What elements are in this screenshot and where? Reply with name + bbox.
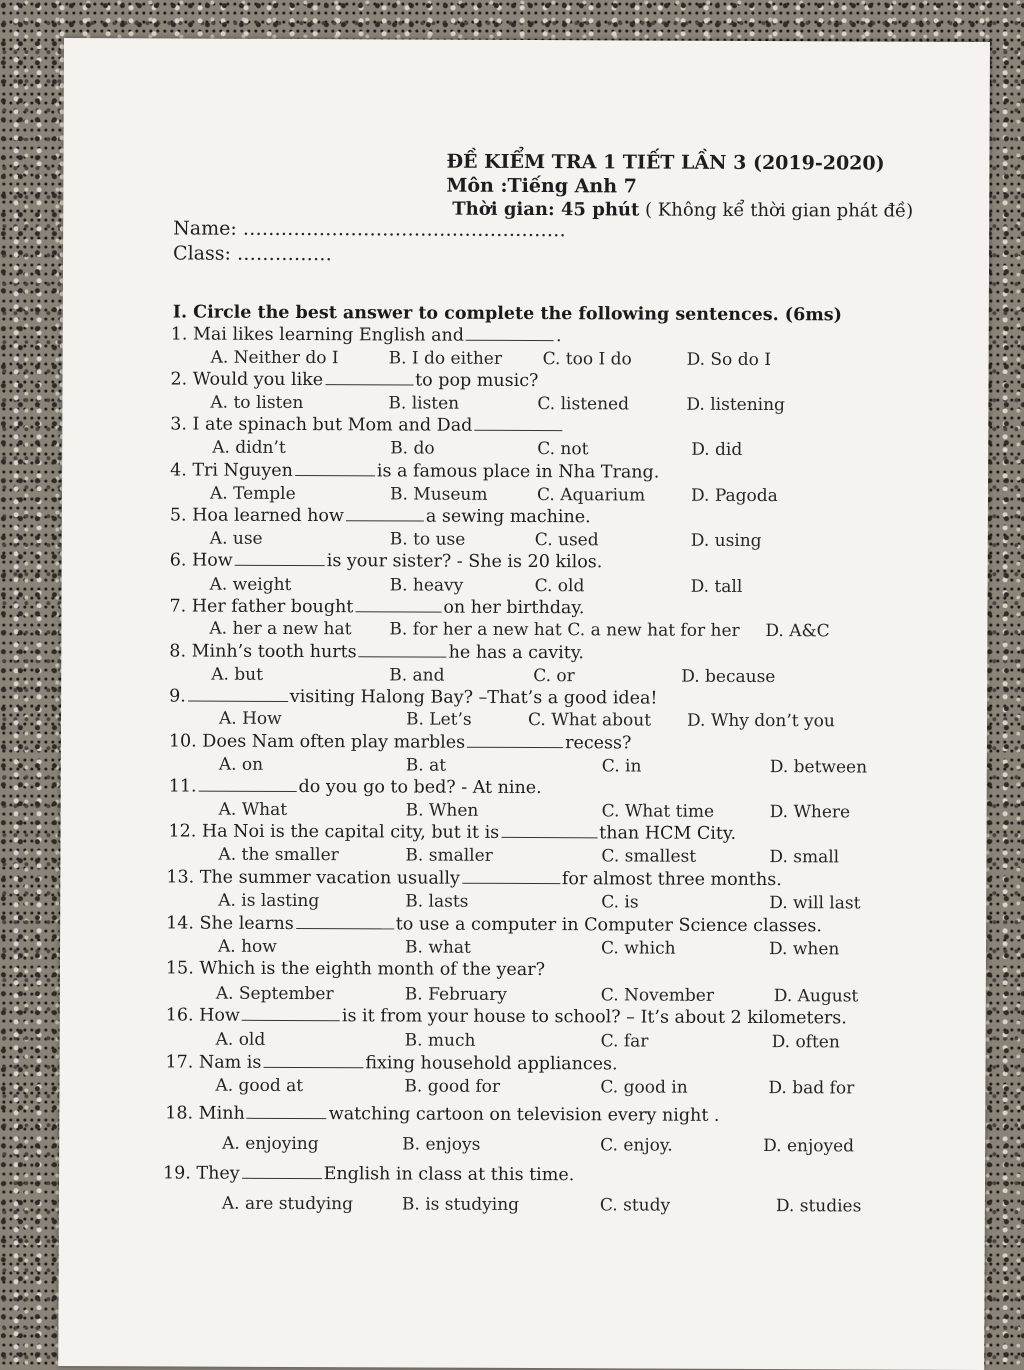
question-text-after: is your sister? - She is 20 kilos.: [326, 551, 603, 573]
question-text-after: watching cartoon on television every night .: [328, 1104, 720, 1126]
option-d: D. A&C: [765, 621, 830, 642]
option-d: D. tall: [690, 576, 743, 597]
option-d: D. listening: [686, 394, 785, 416]
option-b: B. much: [404, 1030, 476, 1051]
question-3: [170, 414, 564, 436]
option-b: B. to use: [389, 529, 466, 550]
option-d: D. often: [771, 1032, 840, 1053]
question-text-after: on her birthday.: [443, 597, 585, 619]
option-c: C. a new hat for her: [567, 620, 740, 641]
question-4: [170, 460, 659, 482]
question-text: 11.: [168, 776, 197, 797]
question-13: [166, 867, 782, 890]
question-text: 10. Does Nam often play marbles: [168, 731, 466, 753]
question-text: 12. Ha Noi is the capital city, but it is: [168, 821, 500, 843]
answer-blank: [235, 551, 325, 566]
option-d: D. because: [681, 666, 776, 688]
question-text: 17. Nam is: [165, 1052, 262, 1073]
answer-blank: [242, 1006, 340, 1021]
option-a: A. How: [218, 708, 282, 729]
answer-blank: [359, 642, 447, 657]
question-text: 19. They: [163, 1163, 240, 1184]
option-a: A. how: [217, 936, 277, 957]
option-d: D. small: [769, 847, 840, 868]
question-text-after: for almost three months.: [561, 869, 782, 891]
question-text-after: recess?: [565, 733, 632, 754]
option-a: A. use: [209, 528, 263, 549]
option-c: C. study: [599, 1195, 671, 1216]
option-d: D. between: [769, 757, 868, 778]
option-c: C. or: [533, 666, 575, 687]
exam-time-label: Thời gian: 45 phút: [452, 198, 640, 221]
option-a: A. on: [218, 754, 264, 775]
option-c: C. smallest: [601, 846, 697, 867]
option-c: C. far: [600, 1031, 649, 1052]
option-d: D. Pagoda: [690, 485, 778, 507]
option-c: C. not: [537, 439, 589, 460]
option-a: A. the smaller: [218, 844, 339, 866]
question-text: 18. Minh: [165, 1103, 245, 1124]
option-b: B. is studying: [401, 1194, 520, 1215]
option-a: A. good at: [215, 1075, 304, 1097]
option-c: C. too I do: [542, 349, 632, 370]
question-text-after: do you go to bed? - At nine.: [298, 777, 542, 799]
question-text: 3. I ate spinach but Mom and Dad: [170, 414, 473, 436]
answer-blank: [242, 1164, 322, 1179]
option-a: A. are studying: [221, 1193, 354, 1215]
answer-blank: [199, 777, 297, 792]
option-c: C. enjoy.: [600, 1135, 673, 1156]
option-b: B. and: [389, 665, 445, 686]
answer-blank: [296, 914, 394, 929]
option-a: A. enjoying: [222, 1133, 319, 1155]
option-a: A. September: [215, 983, 334, 1005]
answer-blank: [263, 1053, 363, 1068]
option-b: B. smaller: [405, 845, 493, 866]
section-title: I. Circle the best answer to complete the following sentences. (6ms): [172, 302, 842, 326]
option-d: D. Where: [769, 802, 851, 823]
answer-blank: [474, 416, 562, 431]
option-d: D. bad for: [768, 1078, 855, 1099]
question-6: [170, 550, 603, 572]
exam-time-note: ( Không kể thời gian phát đề): [645, 199, 914, 222]
option-a: A. Neither do I: [210, 347, 339, 369]
question-text-after: visiting Halong Bay? –That’s a good idea!: [289, 686, 658, 709]
option-b: B. February: [404, 984, 507, 1005]
question-text-after: than HCM City.: [599, 823, 737, 844]
question-10: [169, 731, 632, 753]
option-a: A. didn’t: [212, 437, 286, 458]
question-15: [166, 958, 545, 980]
question-12: [168, 821, 736, 843]
question-text: 6. How: [169, 550, 233, 571]
answer-blank: [247, 1104, 327, 1119]
answer-blank: [466, 326, 554, 341]
option-b: B. Museum: [389, 484, 488, 505]
question-8: [169, 641, 584, 663]
option-a: A. weight: [209, 574, 292, 595]
option-c: C. November: [600, 985, 715, 1006]
question-2: [170, 369, 538, 391]
question-text-after: a sewing machine.: [425, 506, 591, 528]
question-text: 14. She learns: [166, 913, 294, 934]
option-b: B. at: [405, 755, 447, 776]
option-b: B. When: [405, 800, 479, 821]
option-a: A. her a new hat: [209, 618, 352, 640]
exam-subject: Môn :Tiếng Anh 7: [446, 174, 637, 198]
question-text-after: .: [555, 326, 562, 347]
option-b: B. do: [390, 438, 435, 459]
option-c: C. is: [601, 892, 639, 913]
option-a: A. is lasting: [218, 890, 320, 912]
question-9: [169, 686, 657, 708]
option-d: D. studies: [775, 1196, 862, 1217]
question-text: 16. How: [165, 1005, 240, 1026]
option-c: C. which: [600, 938, 676, 959]
option-a: A. What: [218, 799, 288, 820]
name-field: Name: ……………………………………………: [173, 217, 566, 242]
question-7: [169, 596, 584, 618]
option-c: C. in: [601, 756, 642, 777]
answer-blank: [295, 461, 375, 476]
option-d: D. enjoyed: [763, 1136, 855, 1157]
question-text: 4. Tri Nguyen: [170, 460, 293, 481]
question-16: [166, 1005, 847, 1028]
option-d: D. using: [690, 530, 762, 552]
question-text-after: is it from your house to school? – It’s about 2 kilometers.: [341, 1006, 847, 1029]
option-d: D. So do I: [686, 349, 772, 371]
question-text: 8. Minh’s tooth hurts: [169, 641, 357, 663]
answer-blank: [325, 370, 413, 385]
option-a: A. Temple: [209, 483, 296, 504]
question-text-after: English in class at this time.: [323, 1164, 575, 1186]
option-b: B. for her a new hat: [389, 619, 562, 641]
option-c: C. Aquarium: [536, 485, 646, 506]
question-text: 2. Would you like: [170, 369, 324, 391]
question-text: 7. Her father bought: [169, 596, 354, 618]
option-d: D. when: [768, 939, 840, 960]
option-c: C. What about: [527, 710, 652, 731]
question-1: [171, 324, 562, 346]
question-14: [166, 913, 822, 936]
question-11: [169, 776, 542, 798]
answer-blank: [501, 823, 597, 838]
answer-blank: [346, 506, 424, 521]
option-d: D. will last: [769, 893, 861, 914]
exam-paper: [58, 38, 990, 1370]
option-c: C. old: [534, 576, 585, 597]
question-text: 13. The summer vacation usually: [166, 867, 460, 889]
option-b: B. Let’s: [405, 709, 472, 730]
option-b: B. I do either: [388, 348, 503, 369]
option-b: B. what: [404, 937, 471, 958]
question-17: [165, 1052, 617, 1074]
answer-blank: [462, 869, 560, 884]
question-text: 5. Hoa learned how: [169, 505, 344, 527]
option-d: D. did: [691, 439, 743, 460]
question-text-after: is a famous place in Nha Trang.: [376, 461, 660, 483]
option-c: C. listened: [537, 394, 630, 415]
option-a: A. old: [215, 1029, 266, 1050]
option-c: C. What time: [601, 801, 715, 822]
option-b: B. heavy: [389, 575, 464, 596]
question-text: 15. Which is the eighth month of the year?: [165, 958, 546, 981]
answer-blank: [467, 733, 563, 748]
question-text: 9.: [169, 686, 186, 707]
answer-blank: [355, 597, 441, 612]
question-text-after: he has a cavity.: [448, 642, 585, 664]
question-text-after: fixing household appliances.: [365, 1053, 618, 1075]
option-c: C. used: [534, 530, 599, 551]
option-c: C. good in: [600, 1077, 688, 1098]
option-b: B. lasts: [405, 891, 469, 912]
option-d: D. August: [773, 986, 859, 1007]
question-text-after: to use a computer in Computer Science classes.: [395, 914, 822, 937]
option-a: A. but: [211, 664, 264, 685]
answer-blank: [188, 687, 288, 702]
exam-header: [446, 150, 913, 224]
option-b: B. enjoys: [402, 1134, 481, 1155]
question-19: [163, 1163, 574, 1185]
class-field: Class: ……………: [173, 242, 333, 266]
question-18: [165, 1103, 719, 1125]
question-text-after: to pop music?: [415, 370, 539, 392]
option-d: D. Why don’t you: [686, 710, 835, 732]
question-text: 1. Mai likes learning English and: [170, 324, 465, 346]
option-b: B. good for: [404, 1076, 501, 1097]
option-b: B. listen: [388, 393, 460, 414]
student-info: [173, 216, 566, 268]
option-a: A. to listen: [210, 392, 304, 414]
question-5: [170, 505, 591, 527]
exam-title: ĐỀ KIỂM TRA 1 TIẾT LẦN 3 (2019-2020): [446, 150, 885, 175]
